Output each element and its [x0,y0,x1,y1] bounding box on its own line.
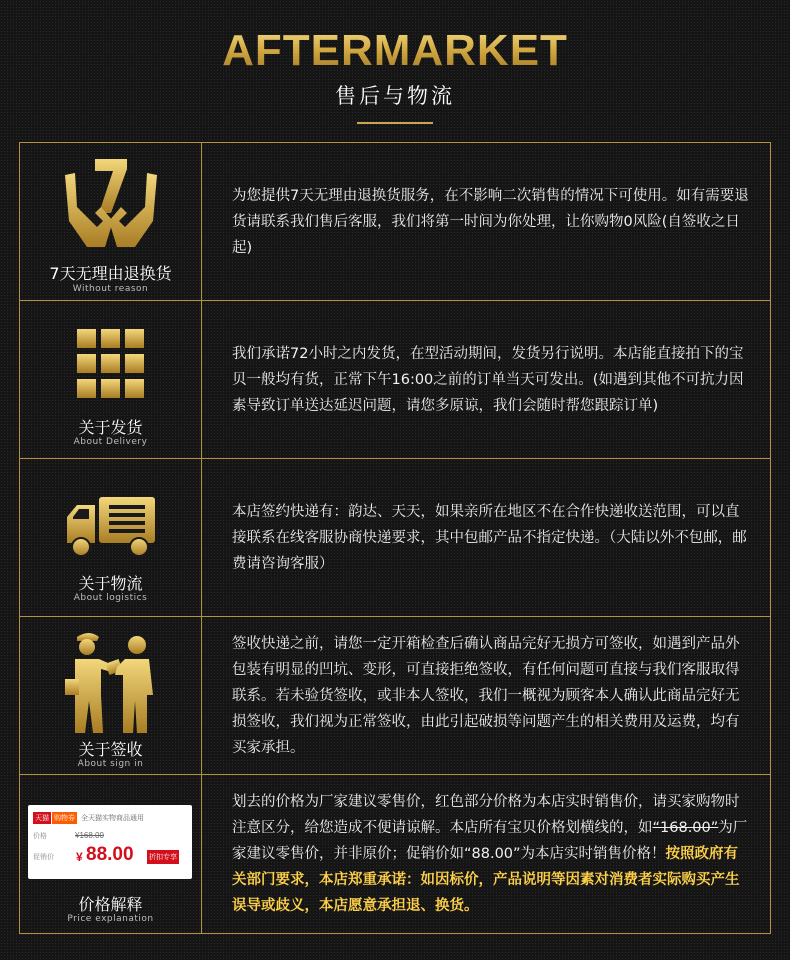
tmall-logo: 天猫 [33,812,51,824]
price-tag-icon [28,805,192,879]
delivery-truck-icon [63,495,159,559]
row-description [202,617,770,774]
icon-cell [20,143,202,300]
row-delivery [20,301,770,459]
grid-boxes-icon [77,329,145,399]
row-label-cn: 关于发货 [78,418,143,437]
row-text: 本店签约快递有：韵达、天天，如果亲所在地区不在合作快递收送范围，可以直接联系在线客服协商快递要求，其中包邮产品不指定快递。（大陆以外不包邮，邮费请咨询客服） [232,503,747,572]
tag-old-price: ¥168.00 [75,831,104,840]
icon-cell [20,459,202,616]
seven-day-hands-icon [61,155,161,251]
row-return-policy [20,143,770,301]
row-description [202,301,770,458]
row-text: 为您提供7天无理由退换货服务，在不影响二次销售的情况下可使用。如有需要退货请联系我们售后客服，我们将第一时间为你处理，让你购物0风险(自签收之日起) [232,187,749,256]
row-sign-in [20,617,770,775]
price-text-a: 划去的价格为厂家建议零售价，红色部分价格为本店实时销售价，请买家购物时注意区分，给您造成不便请谅解。本店所有宝贝价格划横线的，如 [232,794,740,836]
row-description [202,459,770,616]
row-text [232,789,750,919]
row-description [202,775,770,933]
row-label-en: About Delivery [73,437,148,447]
row-label-cn: 价格解释 [78,895,143,914]
title-divider [357,122,433,124]
page-subtitle: 售后与物流 [335,84,455,108]
service-table [19,142,771,934]
row-description [202,143,770,300]
row-label-cn: 关于签收 [78,740,143,759]
row-label-cn: 7天无理由退换货 [49,264,172,283]
package-handover-icon [63,629,159,733]
tag-promo-label: 促销价 [33,854,54,861]
price-text-c: 为厂家建议零售价，并非原价；促销价如“88.00”为本店实时销售价格！ [232,820,748,862]
row-text: 签收快递之前，请您一定开箱检查后确认商品完好无损方可签收，如遇到产品外包装有明显的凹坑、变形，可直接拒绝签收，有任何问题可直接与我们客服取得联系。若未验货签收，或非本人签收，我们一概视为顾客本人确认此商品完好无损签收，我们视为正常签收，由此引起破损等问题产生的相关费用及运费，均有买家承担。 [232,635,740,756]
tag-header [33,812,144,824]
row-logistics [20,459,770,617]
row-label-en: Price explanation [67,914,154,924]
coupon-logo: 购物券 [52,812,77,824]
row-label-cn: 关于物流 [78,574,143,593]
row-label-en: About sign in [77,759,144,769]
row-label-en: About logistics [73,593,148,603]
price-text-commitment: 按照政府有关部门要求，本店郑重承诺：如因标价，产品说明等因素对消费者实际购买产生误导或歧义，本店愿意承担退、换货。 [232,846,740,914]
row-label-en: Without reason [72,284,149,294]
row-price [20,775,770,933]
row-text: 我们承诺72小时之内发货，在型活动期间，发货另行说明。本店能直接拍下的宝贝一般均有货，正常下午16:00之前的订单当天可发出。(如遇到其他不可抗力因素导致订单送达延迟问题，请您多原谅，我们会随时帮您跟踪订单) [232,345,744,414]
page-title: AFTERMARKET [0,26,790,76]
tag-new-price: 88.00 [86,844,134,865]
price-text-struck: “168.00” [652,820,719,836]
icon-cell [20,775,202,933]
tag-currency: ¥ [76,850,83,864]
tag-price-label: 价格 [33,833,47,840]
tag-head-text: 全天猫实物商品通用 [81,815,144,822]
tag-badge: 折扣专享 [147,850,179,864]
icon-cell [20,617,202,774]
icon-cell [20,301,202,458]
